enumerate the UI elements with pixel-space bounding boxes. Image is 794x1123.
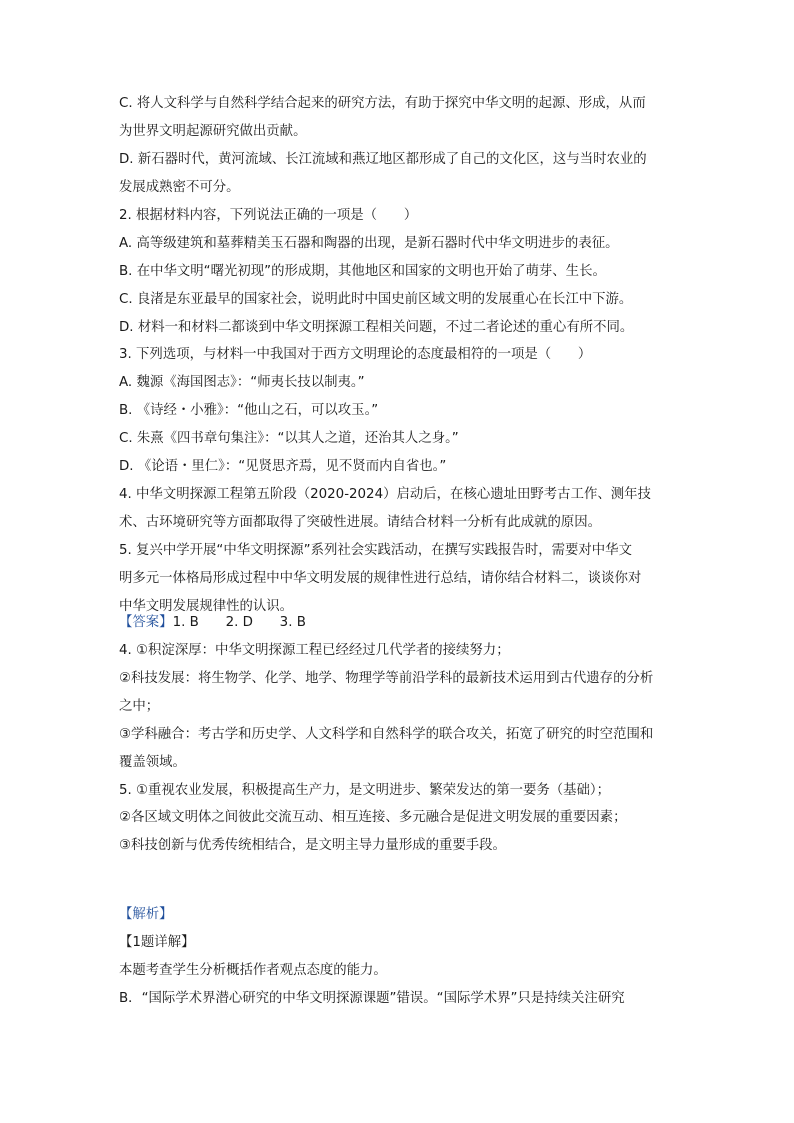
option-c-text-line-1: C. 将人文科学与自然科学结合起来的研究方法，有助于探究中华文明的起源、形成，从而 <box>119 96 646 111</box>
analysis-sub-label: 【1题详解】 <box>119 935 195 950</box>
option-d-text-line-1: D. 新石器时代，黄河流域、长江流域和燕辽地区都形成了自己的文化区，这与当时农业的 <box>119 152 647 167</box>
option-c-text-line-2: 为世界文明起源研究做出贡献。 <box>119 124 307 139</box>
answer-5-line-3: ③科技创新与优秀传统相结合，是文明主导力量形成的重要手段。 <box>119 838 506 853</box>
answer-4-line-1: 4. ①积淀深厚：中华文明探源工程已经经过几代学者的接续努力； <box>119 643 510 658</box>
option-d-text-line-2: 发展成熟密不可分。 <box>119 180 240 195</box>
analysis-line-2: B．“国际学术界潜心研究的中华文明探源课题”错误。“国际学术界”只是持续关注研究 <box>119 991 625 1006</box>
answer-values: 1. B 2. D 3. B <box>172 615 306 630</box>
question-3-option-c: C. 朱熹《四书章句集注》：“以其人之道，还治其人之身。” <box>119 431 459 446</box>
question-2-option-c: C. 良渚是东亚最早的国家社会，说明此时中国史前区域文明的发展重心在长江中下游。 <box>119 292 633 307</box>
question-2-option-a: A. 高等级建筑和墓葬精美玉石器和陶器的出现，是新石器时代中华文明进步的表征。 <box>119 236 619 251</box>
question-2-stem: 2. 根据材料内容，下列说法正确的一项是（ ） <box>119 208 418 223</box>
answer-4-line-4: ③学科融合：考古学和历史学、人文科学和自然科学的联合攻关，拓宽了研究的时空范围和 <box>119 727 654 742</box>
question-5-line-3: 中华文明发展规律性的认识。 <box>119 599 294 614</box>
question-4-line-1: 4. 中华文明探源工程第五阶段（2020-2024）启动后，在核心遗址田野考古工作、测年技 <box>119 487 651 502</box>
answer-4-line-3: 之中； <box>119 699 160 714</box>
question-5-line-1: 5. 复兴中学开展“中华文明探源”系列社会实践活动，在撰写实践报告时，需要对中华文 <box>119 543 632 558</box>
question-4-line-2: 术、古环境研究等方面都取得了突破性进展。请结合材料一分析有此成就的原因。 <box>119 515 602 530</box>
analysis-label: 【解析】 <box>119 907 173 922</box>
answer-5-line-2: ②各区域文明体之间彼此交流互动、相互连接、多元融合是促进文明发展的重要因素； <box>119 810 627 825</box>
question-3-option-d: D. 《论语・里仁》：“见贤思齐焉，见不贤而内自省也。” <box>119 459 447 474</box>
question-3-option-a: A. 魏源《海国图志》：“师夷长技以制夷。” <box>119 375 365 390</box>
answer-label: 【答案】 <box>119 615 173 630</box>
question-2-option-d: D. 材料一和材料二都谈到中华文明探源工程相关问题，不过二者论述的重心有所不同。 <box>119 320 634 335</box>
question-2-option-b: B. 在中华文明“曙光初现”的形成期，其他地区和国家的文明也开始了萌芽、生长。 <box>119 264 606 279</box>
answer-4-line-5: 覆盖领域。 <box>119 755 186 770</box>
question-3-stem: 3. 下列选项，与材料一中我国对于西方文明理论的态度最相符的一项是（ ） <box>119 347 592 362</box>
analysis-line-1: 本题考查学生分析概括作者观点态度的能力。 <box>119 963 387 978</box>
question-3-option-b: B. 《诗经・小雅》：“他山之石，可以攻玉。” <box>119 403 379 418</box>
question-5-line-2: 明多元一体格局形成过程中中华文明发展的规律性进行总结，请你结合材料二，谈谈你对 <box>119 571 642 586</box>
answer-5-line-1: 5. ①重视农业发展，积极提高生产力，是文明进步、繁荣发达的第一要务（基础）； <box>119 783 611 798</box>
answer-4-line-2: ②科技发展：将生物学、化学、地学、物理学等前沿学科的最新技术运用到古代遗存的分析 <box>119 671 654 686</box>
answer-line <box>119 613 679 633</box>
